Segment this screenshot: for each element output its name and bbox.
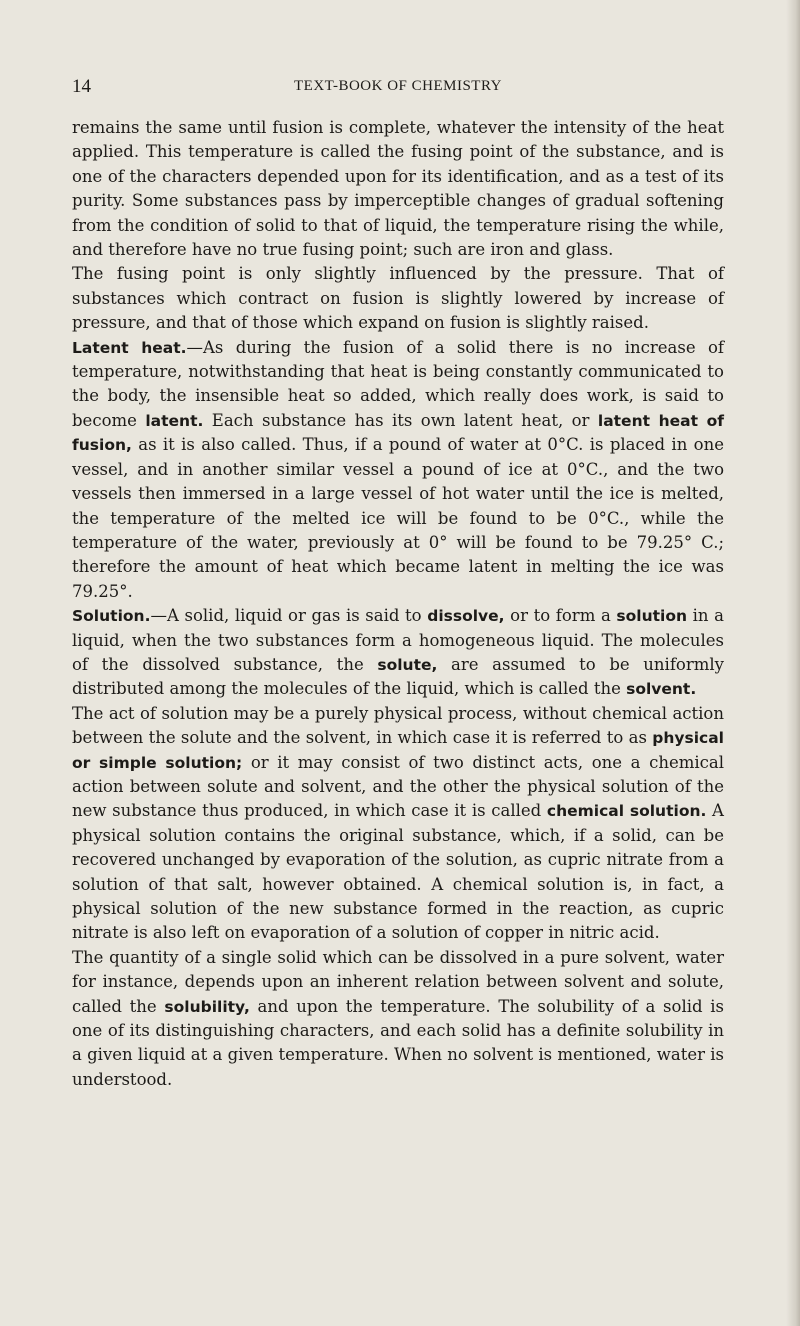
bold-term: solution [616, 607, 688, 626]
text-run: are assumed to be uniformly distributed among the molecules of the liquid, which is called the [72, 654, 724, 699]
text-run: A physical solution contains the original substance, which, if a solid, can be recovered unchanged by evaporation of the solution, as cupric nitrate from a solution of that salt, however obtained. A chemical solution is, in fact, a physical solution of the new substance formed in the reaction, as cupric nitrate is also left on evaporation of a solution of copper in nitric acid. [72, 801, 724, 943]
bold-term: solvent. [626, 680, 697, 699]
bold-term: chemical solution. [546, 802, 707, 821]
bold-term: solubility, [164, 997, 250, 1016]
paragraph [72, 702, 724, 946]
text-run: —As during the fusion of a solid there is no increase of temperature, notwithstanding that heat is being constantly communicated to the body, the insensible heat so added, which really does work, is said to become [72, 337, 724, 430]
text-run: The act of solution may be a purely physical process, without chemical action between the solute and the solvent, in which case it is referred to as [72, 703, 724, 748]
text-run: as it is also called. Thus, if a pound of water at 0°C. is placed in one vessel, and in another similar vessel a pound of ice at 0°C., and the two vessels then immersed in a large vessel of hot water until the ice is melted, the temperature of the melted ice will be found to be 0°C., while the temperature of the water, previously at 0° will be found to be 79.25° C.; therefore the amount of heat which became latent in melting the ice was 79.25°. [72, 435, 724, 601]
bold-term: latent heat of fusion, [72, 411, 724, 455]
text-run: remains the same until fusion is complete, whatever the intensity of the heat applied. This temperature is called the fusing point of the substance, and is one of the characters depended upon for its identification, and as a test of its purity. Some substances pass by imperceptible changes of gradual softening from the condition of solid to that of liquid, the temperature rising the while, and therefore have no true fusing point; such are iron and glass. [72, 118, 724, 260]
page-number: 14 [72, 76, 91, 97]
page-header [72, 76, 724, 100]
bold-term: Latent heat. [72, 338, 187, 357]
text-run: The fusing point is only slightly influenced by the pressure. That of substances which contract on fusion is slightly lowered by increase of pressure, and that of those which expand on fusion is slightly raised. [72, 264, 724, 333]
paragraph [72, 336, 724, 604]
bold-term: dissolve, [427, 607, 505, 626]
paragraph [72, 116, 724, 262]
text-run: or it may consist of two distinct acts, one a chemical action between solute and solvent, and the other the physical solution of the new substance thus produced, in which case it is called [72, 752, 724, 821]
text-run: and upon the temperature. The solubility of a solid is one of its distinguishing characters, and each solid has a definite solubility in a given liquid at a given temperature. When no solvent is mentioned, water is understood. [72, 996, 724, 1089]
text-run: Each substance has its own latent heat, or [203, 410, 598, 430]
text-run: in a liquid, when the two substances form a homogeneous liquid. The molecules of the dissolved substance, the [72, 606, 725, 674]
body-text [72, 116, 724, 1092]
running-head: TEXT-BOOK OF CHEMISTRY [294, 78, 502, 94]
text-run: —A solid, liquid or gas is said to [150, 606, 428, 626]
paragraph [72, 946, 724, 1092]
bold-term: latent. [145, 411, 204, 430]
text-run: The quantity of a single solid which can be dissolved in a pure solvent, water for instance, depends upon an inherent relation between solvent and solute, called the [72, 947, 724, 1016]
bold-term: Solution. [72, 607, 151, 626]
paragraph [72, 262, 724, 335]
text-run: or to form a [504, 606, 617, 626]
bold-term: solute, [377, 655, 438, 674]
bold-term: physical or simple solution; [72, 729, 724, 772]
page-edge-shadow [786, 0, 800, 1326]
paragraph [72, 604, 724, 702]
